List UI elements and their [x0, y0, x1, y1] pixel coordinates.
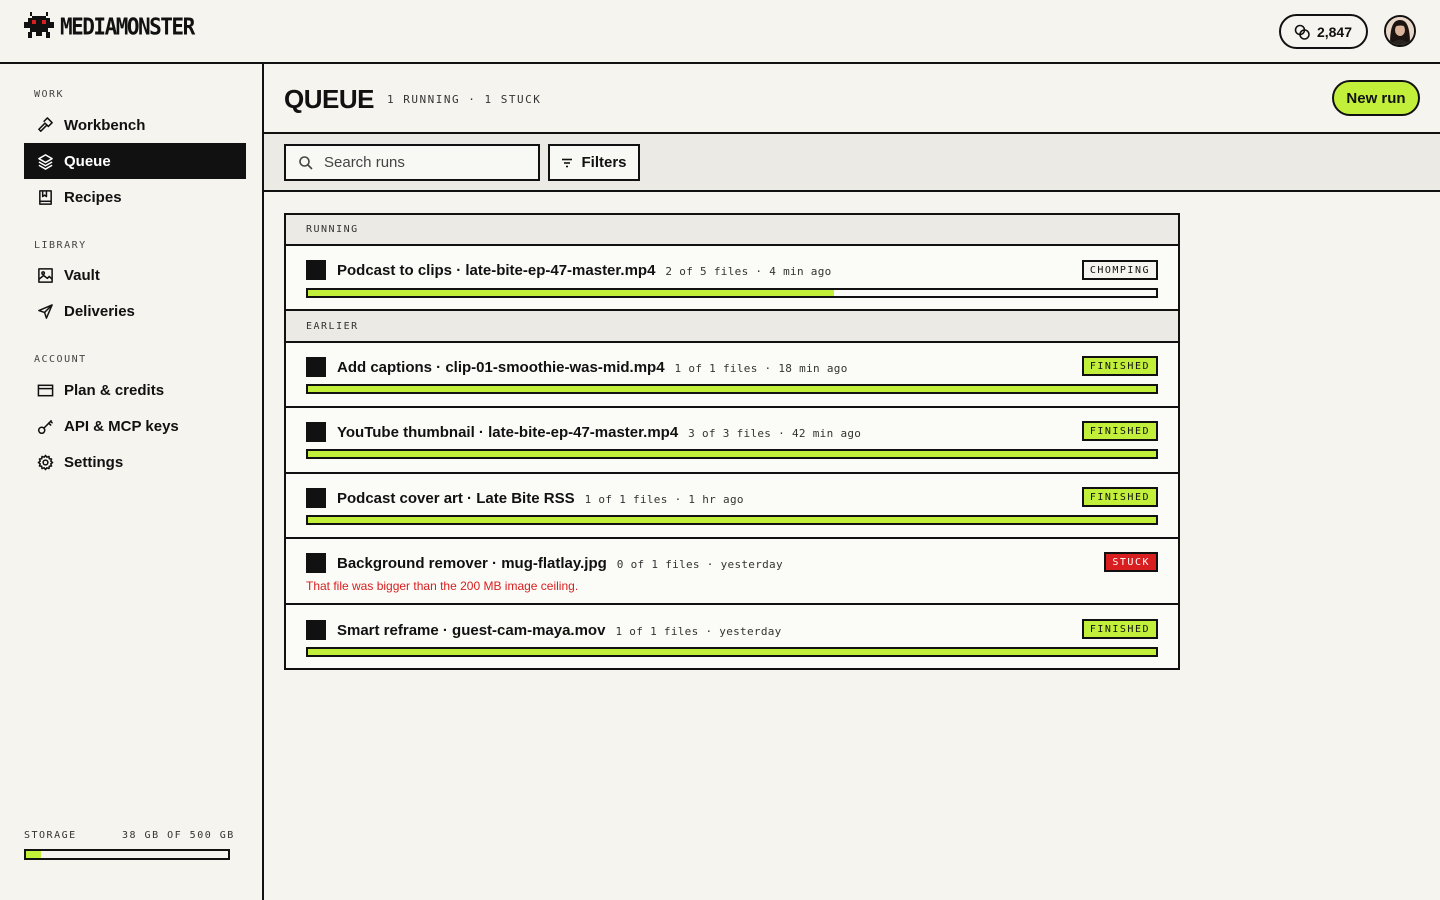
run-title: Background remover · mug-flatlay.jpg — [337, 555, 607, 572]
run-row[interactable] — [286, 408, 1178, 474]
app-logo[interactable] — [24, 12, 194, 42]
run-progress-bar — [306, 384, 1158, 394]
error-message: That file was bigger than the 200 MB image ceiling. — [306, 579, 579, 593]
run-progress-fill — [308, 517, 1156, 523]
sidebar-item-vault[interactable] — [24, 257, 246, 293]
run-title-line — [337, 262, 832, 279]
sidebar-item-recipes[interactable] — [24, 179, 246, 215]
run-meta: 2 of 5 files · 4 min ago — [665, 265, 832, 278]
run-progress-fill — [308, 649, 1156, 655]
image-icon — [37, 267, 54, 284]
run-title-line — [337, 490, 744, 507]
run-checkbox[interactable] — [306, 620, 326, 640]
runs-list — [284, 213, 1180, 670]
gear-icon — [37, 454, 54, 471]
filter-bar — [264, 134, 1440, 192]
run-title: Podcast to clips · late-bite-ep-47-master.mp4 — [337, 262, 656, 279]
new-run-button[interactable]: New run — [1332, 80, 1420, 116]
run-title: YouTube thumbnail · late-bite-ep-47-master.mp4 — [337, 424, 679, 441]
app-name: MEDIAMONSTER — [60, 13, 194, 41]
sidebar-item-plan-credits[interactable] — [24, 372, 246, 408]
run-meta: 1 of 1 files · yesterday — [615, 625, 782, 638]
page-title: QUEUE — [284, 84, 374, 114]
run-checkbox[interactable] — [306, 260, 326, 280]
storage-bar — [24, 849, 230, 860]
filters-label: Filters — [581, 154, 627, 171]
run-checkbox[interactable] — [306, 553, 326, 573]
run-meta: 3 of 3 files · 42 min ago — [688, 427, 862, 440]
sidebar — [0, 64, 264, 900]
section-label-work: WORK — [34, 89, 65, 100]
credits-value: 2,847 — [1316, 23, 1352, 40]
run-progress-bar — [306, 449, 1158, 459]
run-progress-bar — [306, 515, 1158, 525]
hammer-icon — [37, 117, 54, 134]
filter-icon — [561, 158, 573, 168]
sidebar-item-label: Queue — [64, 152, 111, 170]
run-title: Add captions · clip-01-smoothie-was-mid.mp4 — [337, 359, 665, 376]
search-icon — [298, 155, 314, 171]
status-badge: FINISHED — [1082, 487, 1158, 507]
card-icon — [37, 382, 54, 399]
run-row[interactable] — [286, 343, 1178, 408]
run-checkbox[interactable] — [306, 422, 326, 442]
sidebar-item-label: Plan & credits — [64, 381, 165, 399]
sidebar-item-deliveries[interactable] — [24, 293, 246, 329]
sidebar-item-label: Recipes — [64, 188, 122, 206]
sidebar-item-label: Deliveries — [64, 302, 135, 320]
sidebar-item-queue[interactable] — [24, 143, 246, 179]
run-progress-bar — [306, 288, 1158, 298]
group-header-running: RUNNING — [286, 215, 1178, 246]
section-label-account: ACCOUNT — [34, 354, 87, 365]
run-row[interactable] — [286, 246, 1178, 311]
sidebar-item-settings[interactable] — [24, 444, 246, 480]
book-icon — [37, 189, 54, 206]
top-bar — [0, 0, 1440, 64]
run-progress-fill — [308, 451, 1156, 457]
run-row[interactable] — [286, 539, 1178, 605]
layers-icon — [37, 153, 54, 170]
status-badge: FINISHED — [1082, 356, 1158, 376]
run-meta: 1 of 1 files · 1 hr ago — [584, 493, 744, 506]
storage-label: STORAGE — [24, 830, 77, 841]
search-placeholder: Search runs — [324, 154, 405, 171]
page-subtitle: 1 RUNNING · 1 STUCK — [387, 93, 542, 106]
monster-icon — [24, 12, 54, 42]
group-header-earlier: EARLIER — [286, 311, 1178, 343]
status-badge: CHOMPING — [1082, 260, 1158, 280]
run-row[interactable] — [286, 474, 1178, 539]
storage-bar-fill — [26, 851, 41, 858]
status-badge: STUCK — [1104, 552, 1158, 572]
filters-button[interactable] — [548, 144, 640, 181]
run-progress-fill — [308, 386, 1156, 392]
run-progress-fill — [308, 290, 834, 296]
run-title-line — [337, 359, 848, 376]
key-icon — [37, 418, 54, 435]
send-icon — [37, 303, 54, 320]
run-title-line — [337, 555, 783, 572]
run-title-line — [337, 622, 782, 639]
run-meta: 1 of 1 files · 18 min ago — [674, 362, 848, 375]
status-badge: FINISHED — [1082, 619, 1158, 639]
page-header — [264, 64, 1440, 134]
run-title: Smart reframe · guest-cam-maya.mov — [337, 622, 606, 639]
credits-balance-button[interactable] — [1279, 14, 1368, 49]
status-badge: FINISHED — [1082, 421, 1158, 441]
run-checkbox[interactable] — [306, 357, 326, 377]
run-title: Podcast cover art · Late Bite RSS — [337, 490, 575, 507]
sidebar-item-label: Workbench — [64, 116, 146, 134]
run-progress-bar — [306, 647, 1158, 657]
sidebar-item-workbench[interactable] — [24, 107, 246, 143]
storage-value: 38 GB OF 500 GB — [122, 830, 235, 841]
search-input[interactable] — [284, 144, 540, 181]
run-row[interactable] — [286, 605, 1178, 668]
coins-icon — [1293, 23, 1311, 41]
run-checkbox[interactable] — [306, 488, 326, 508]
user-avatar[interactable] — [1384, 15, 1416, 47]
sidebar-item-label: Vault — [64, 266, 100, 284]
run-meta: 0 of 1 files · yesterday — [616, 558, 783, 571]
run-title-line — [337, 424, 861, 441]
sidebar-item-label: Settings — [64, 453, 124, 471]
section-label-library: LIBRARY — [34, 240, 87, 251]
sidebar-item-label: API & MCP keys — [64, 417, 179, 435]
sidebar-item-api-keys[interactable] — [24, 408, 246, 444]
